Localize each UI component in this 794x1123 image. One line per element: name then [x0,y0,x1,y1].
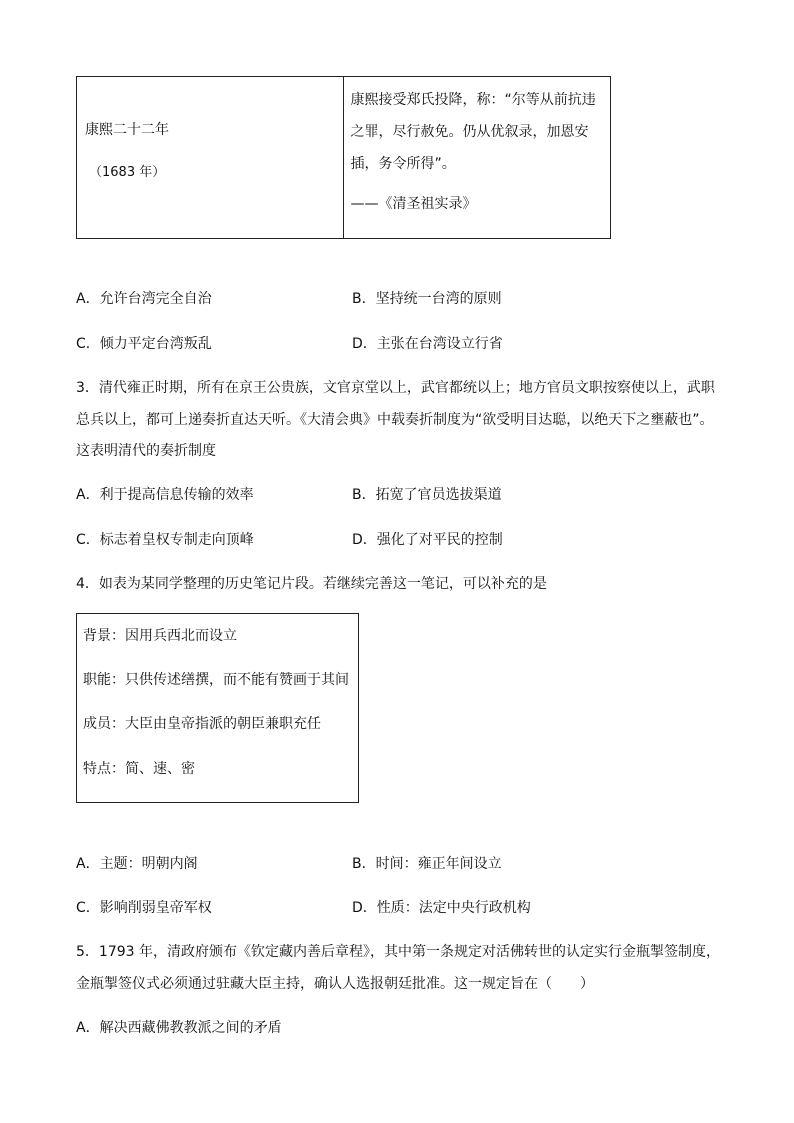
q4-option-b[interactable]: B．时间：雍正年间设立 [352,856,502,872]
q2-year-label: 康熙二十二年 [85,122,169,138]
q4-note-function: 职能：只供传述缮撰，而不能有赞画于其间 [83,672,349,688]
q2-table-right-cell [343,77,611,239]
q2-quote-line-3: 插，务令所得”。 [350,156,456,172]
q3-option-a[interactable]: A．利于提高信息传输的效率 [76,487,254,503]
q3-stem-line-2: 总兵以上，都可上递奏折直达天听。《大清会典》中载奏折制度为“欲受明目达聪，以绝天下之壅蔽也”。 [76,412,714,428]
q5-stem-line-1: 5．1793 年，清政府颁布《钦定藏内善后章程》，其中第一条规定对活佛转世的认定实行金瓶掣签制度， [76,944,720,960]
q4-option-c[interactable]: C．影响削弱皇帝军权 [76,900,212,916]
q2-option-d[interactable]: D．主张在台湾设立行省 [352,336,503,352]
q3-stem-line-1: 3．清代雍正时期，所有在京王公贵族，文官京堂以上，武官都统以上；地方官员文职按察使以上，武职 [76,380,715,396]
q2-quote-line-1: 康熙接受郑氏投降，称：“尔等从前抗违 [350,92,596,108]
q2-source-table [76,76,611,239]
q2-option-b[interactable]: B．坚持统一台湾的原则 [352,291,502,307]
q5-stem-line-2: 金瓶掣签仪式必须通过驻藏大臣主持，确认人选报朝廷批准。这一规定旨在（ ） [76,976,594,992]
q4-note-members: 成员：大臣由皇帝指派的朝臣兼职充任 [83,716,321,732]
q2-quote-source: ——《清圣祖实录》 [350,196,477,212]
q3-option-c[interactable]: C．标志着皇权专制走向顶峰 [76,532,254,548]
q4-note-features: 特点：简、速、密 [83,761,195,777]
q2-table-left-cell [77,77,344,239]
q4-option-a[interactable]: A．主题：明朝内阁 [76,856,198,872]
q3-option-b[interactable]: B．拓宽了官员选拔渠道 [352,487,502,503]
q2-quote-line-2: 之罪，尽行赦免。仍从优叙录，加恩安 [350,124,589,140]
q2-option-a[interactable]: A．允许台湾完全自治 [76,291,212,307]
q4-option-d[interactable]: D．性质：法定中央行政机构 [352,900,531,916]
q4-notes-box [76,613,359,803]
q4-stem: 4．如表为某同学整理的历史笔记片段。若继续完善这一笔记，可以补充的是 [76,576,547,592]
q5-option-a[interactable]: A．解决西藏佛教教派之间的矛盾 [76,1020,282,1036]
q2-year-ad: （1683 年） [89,165,166,180]
q3-stem-line-3: 这表明清代的奏折制度 [76,443,216,459]
q3-option-d[interactable]: D．强化了对平民的控制 [352,532,503,548]
q2-option-c[interactable]: C．倾力平定台湾叛乱 [76,336,212,352]
q4-note-background: 背景：因用兵西北而设立 [83,628,237,644]
